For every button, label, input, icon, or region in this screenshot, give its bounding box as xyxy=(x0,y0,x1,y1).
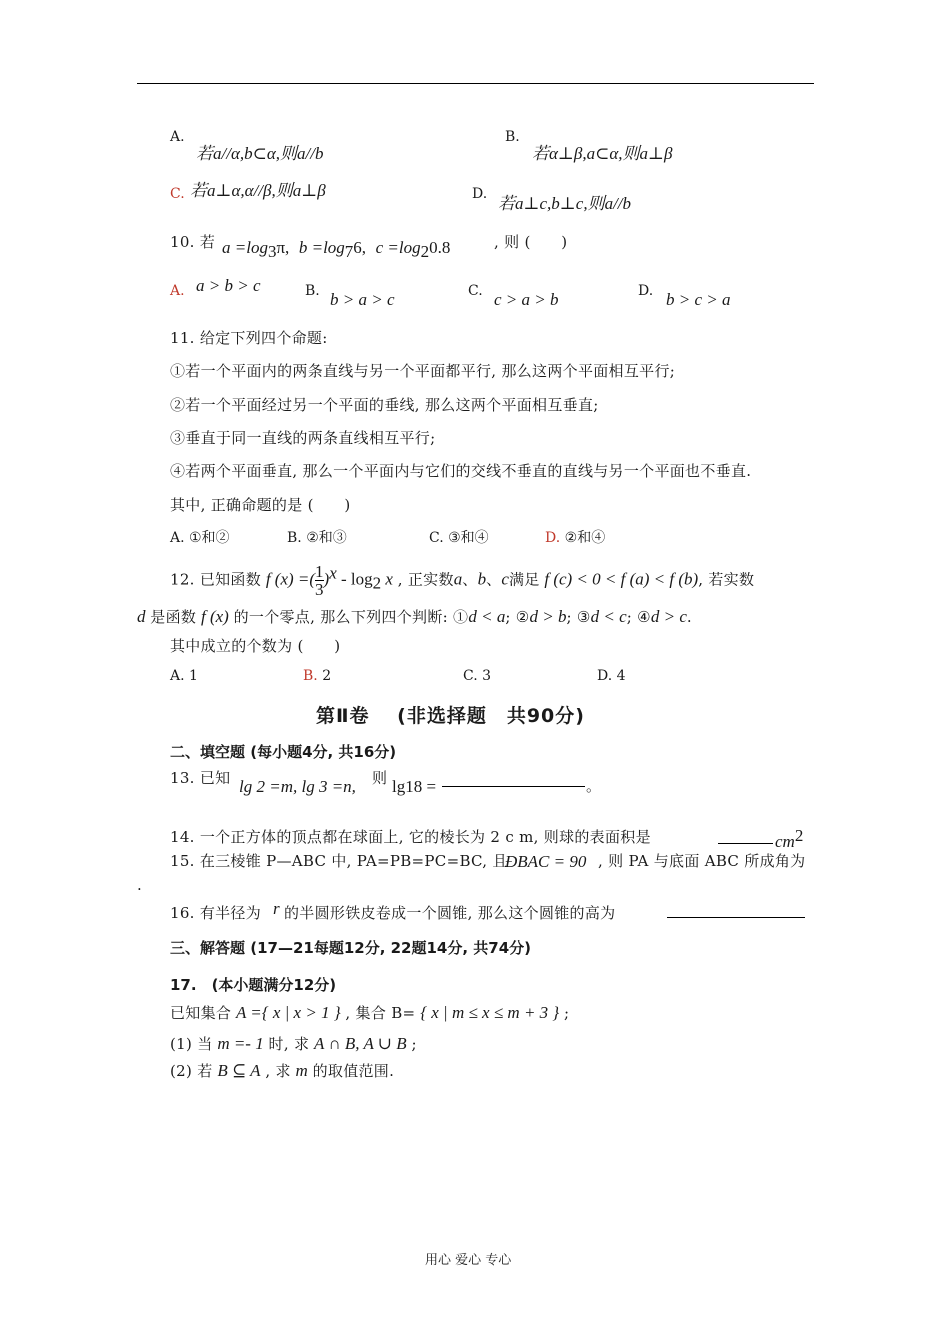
q12-option-c: C. 3 xyxy=(463,668,492,684)
q13-expression: lg 2 =m, lg 3 =n, xyxy=(239,777,356,796)
q9-option-a-label: A. xyxy=(170,129,185,145)
q10-option-b-label: B. xyxy=(305,283,320,299)
q16-answer-blank xyxy=(667,917,805,918)
q12-line-2: d 是函数 f (x) 的一个零点, 那么下列四个判断: ①d < a; ②d > b; ③d < c; ④d > c. xyxy=(137,607,692,626)
q9-option-c-label: C. xyxy=(170,186,185,202)
q11-item-4: ④若两个平面垂直, 那么一个平面内与它们的交线不垂直的直线与另一个平面也不垂直. xyxy=(170,462,752,480)
q9-option-a-text: 若a//α,b⊂α,则a//b xyxy=(196,144,324,163)
q11-item-2: ②若一个平面经过另一个平面的垂线, 那么这两个平面相互垂直; xyxy=(170,396,599,414)
q15-continuation: . xyxy=(137,876,143,894)
q9-option-d-text: 若a⊥c,b⊥c,则a//b xyxy=(498,194,632,213)
q12-option-b: B. 2 xyxy=(303,668,332,684)
page-footer: 用心 爱心 专心 xyxy=(425,1253,512,1268)
q14-unit: $cm^2$ xyxy=(775,826,804,851)
q12-line-1: 12. 已知函数 f (x) =( $\frac{1}{3}$ )$^x - \log_2 x$ , 正实数a、b、c满足 f (c) < 0 < f (a) < f (b), 若实数 xyxy=(170,562,755,599)
q9-option-c-text: 若a⊥α,α//β,则a⊥β xyxy=(190,181,326,200)
part2-title: 第Ⅱ卷 (非选择题 共90分) xyxy=(316,705,585,727)
q11-item-3: ③垂直于同一直线的两条直线相互平行; xyxy=(170,429,436,447)
q13-prefix: 13. 已知 xyxy=(170,769,231,787)
q10-option-d-label: D. xyxy=(638,283,654,299)
q10-option-c-label: C. xyxy=(468,283,483,299)
q12-option-d: D. 4 xyxy=(597,668,626,684)
q9-option-d-label: D. xyxy=(472,186,488,202)
q16-text-1: 16. 有半径为 xyxy=(170,904,262,922)
q10-option-b-text: b > a > c xyxy=(330,290,395,309)
q15-angle: ÐBAC = 90 xyxy=(505,852,587,871)
q11-option-b: B. ②和③ xyxy=(287,530,347,546)
q17-title: 17. (本小题满分12分) xyxy=(170,976,337,994)
q10-option-a-label: A. xyxy=(170,283,185,299)
q11-ask: 其中, 正确命题的是 ( ) xyxy=(170,496,351,514)
q10-option-d-text: b > c > a xyxy=(666,290,731,309)
q14-answer-blank xyxy=(718,843,773,844)
q13-end: 。 xyxy=(586,777,602,795)
q12-ask: 其中成立的个数为 ( ) xyxy=(170,637,341,655)
header-rule xyxy=(137,83,814,84)
q10-option-c-text: c > a > b xyxy=(494,290,559,309)
q13-then: 则 xyxy=(372,769,388,787)
q15-tail: , 则 PA 与底面 ABC 所成角为 xyxy=(598,852,806,870)
q11-option-a: A. ①和② xyxy=(170,530,230,546)
q10-number: 10. 若 xyxy=(170,233,216,251)
q17-line-1: 已知集合 A ={ x | x > 1 } , 集合 B= { x | m ≤ x ≤ m + 3 } ; xyxy=(170,1003,570,1022)
q13-answer-blank xyxy=(442,786,585,787)
q16-var-r: r xyxy=(273,899,280,918)
q11-option-c: C. ③和④ xyxy=(429,530,489,546)
q11-option-d: D. ②和④ xyxy=(545,530,606,546)
q9-option-b-text: 若α⊥β,a⊂α,则a⊥β xyxy=(532,144,673,163)
q14-text: 14. 一个正方体的顶点都在球面上, 它的棱长为 2 c m, 则球的表面积是 xyxy=(170,828,651,846)
section3-heading: 三、解答题 (17—21每题12分, 22题14分, 共74分) xyxy=(170,939,532,957)
q11-option-d-text: ②和④ xyxy=(564,530,606,546)
q11-title: 11. 给定下列四个命题: xyxy=(170,329,328,347)
q17-part-2: (2) 若 B ⊆ A , 求 m 的取值范围. xyxy=(170,1061,395,1080)
q10-tail: , 则 ( ) xyxy=(494,233,568,251)
q12-option-a: A. 1 xyxy=(170,668,198,684)
q11-item-1: ①若一个平面内的两条直线与另一个平面都平行, 那么这两个平面相互平行; xyxy=(170,362,676,380)
q13-target: lg18 = xyxy=(392,777,437,796)
q10-expression: $a =\log_3\pi$, $b =\log_76$, $c =\log_20.8$ xyxy=(222,238,451,261)
q17-part-1: (1) 当 m =- 1 时, 求 A ∩ B, A ∪ B ; xyxy=(170,1034,417,1053)
q9-option-b-label: B. xyxy=(505,129,520,145)
q15-text: 15. 在三棱锥 P—ABC 中, PA=PB=PC=BC, 且 xyxy=(170,852,508,870)
q10-option-a-text: a > b > c xyxy=(196,276,261,295)
section2-heading: 二、填空题 (每小题4分, 共16分) xyxy=(170,743,397,761)
q16-text-2: 的半圆形铁皮卷成一个圆锥, 那么这个圆锥的高为 xyxy=(284,904,616,922)
